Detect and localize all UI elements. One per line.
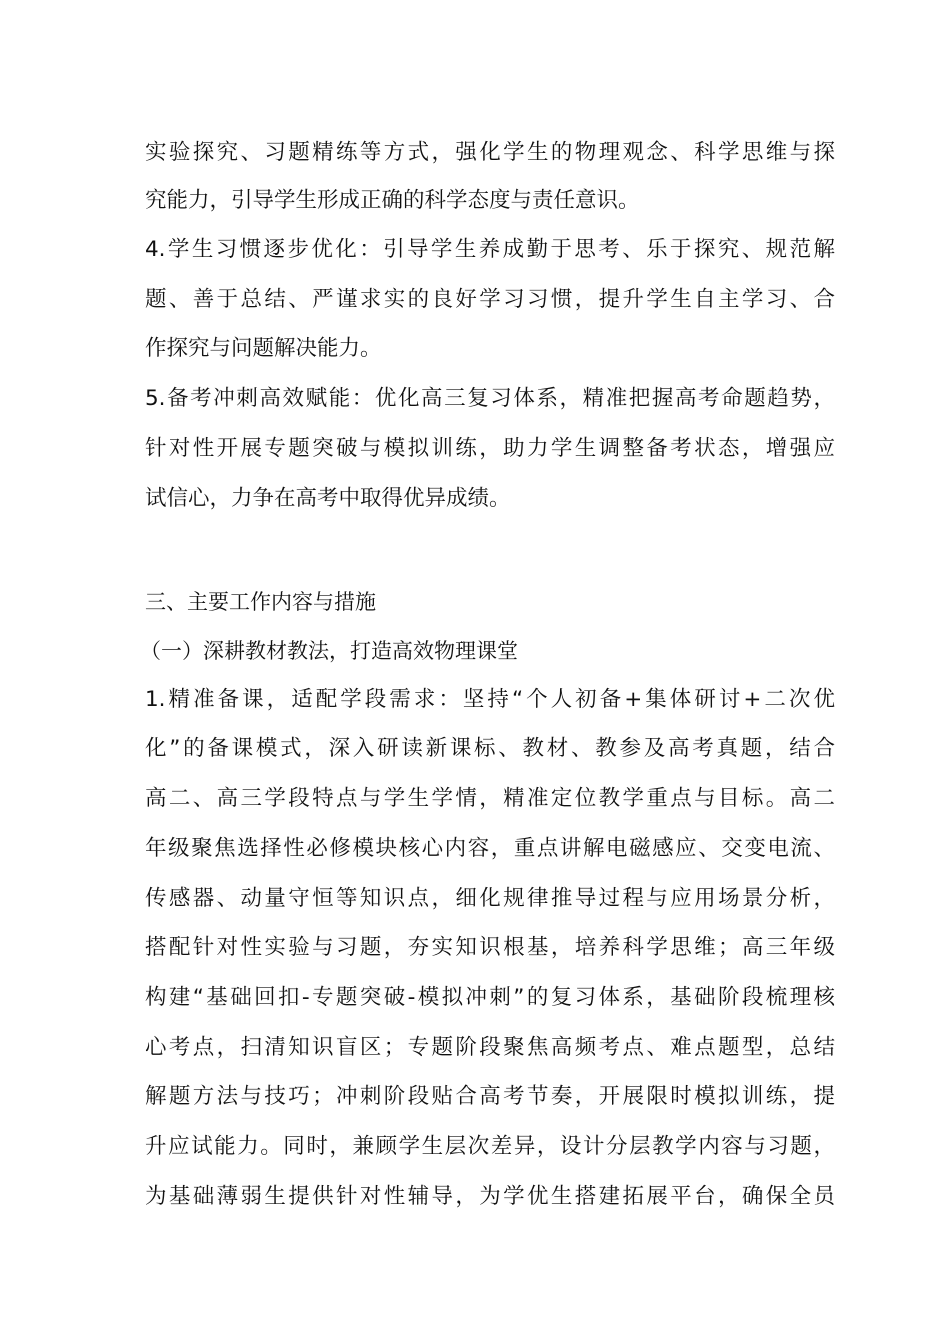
paragraph-line: 题、善于总结、严谨求实的良好学习习惯，提升学生自主学习、合 [145, 287, 835, 312]
list-item-line: 4.学生习惯逐步优化：引导学生养成勤于思考、乐于探究、规范解 [145, 237, 835, 262]
paragraph-line: 高二、高三学段特点与学生学情，精准定位教学重点与目标。高二 [145, 786, 835, 811]
paragraph-line: 传感器、动量守恒等知识点，细化规律推导过程与应用场景分析， [145, 886, 835, 911]
subsection-heading: （一）深耕教材教法，打造高效物理课堂 [140, 639, 518, 663]
list-item-line: 5.备考冲刺高效赋能：优化高三复习体系，精准把握高考命题趋势， [145, 386, 835, 411]
paragraph-line: 搭配针对性实验与习题，夯实知识根基，培养科学思维；高三年级 [145, 935, 835, 960]
paragraph-line: 升应试能力。同时，兼顾学生层次差异，设计分层教学内容与习题， [145, 1134, 835, 1159]
paragraph-line: 作探究与问题解决能力。 [145, 336, 382, 361]
paragraph-line: 化”的备课模式，深入研读新课标、教材、教参及高考真题，结合 [145, 736, 835, 761]
paragraph-line: 试信心，力争在高考中取得优异成绩。 [145, 486, 511, 511]
section-heading: 三、主要工作内容与措施 [145, 590, 376, 614]
paragraph-line: 实验探究、习题精练等方式，强化学生的物理观念、科学思维与探 [145, 140, 835, 165]
paragraph-line: 构建“基础回扣-专题突破-模拟冲刺”的复习体系，基础阶段梳理核 [145, 985, 835, 1010]
paragraph-line: 心考点，扫清知识盲区；专题阶段聚焦高频考点、难点题型，总结 [145, 1035, 835, 1060]
paragraph-line: 针对性开展专题突破与模拟训练，助力学生调整备考状态，增强应 [145, 436, 835, 461]
paragraph-line: 究能力，引导学生形成正确的科学态度与责任意识。 [145, 188, 640, 213]
paragraph-line: 为基础薄弱生提供针对性辅导，为学优生搭建拓展平台，确保全员 [145, 1184, 835, 1209]
list-item-line: 1.精准备课，适配学段需求：坚持“个人初备+集体研讨+二次优 [145, 687, 835, 712]
paragraph-line: 解题方法与技巧；冲刺阶段贴合高考节奏，开展限时模拟训练，提 [145, 1084, 835, 1109]
paragraph-line: 年级聚焦选择性必修模块核心内容，重点讲解电磁感应、交变电流、 [145, 836, 835, 861]
